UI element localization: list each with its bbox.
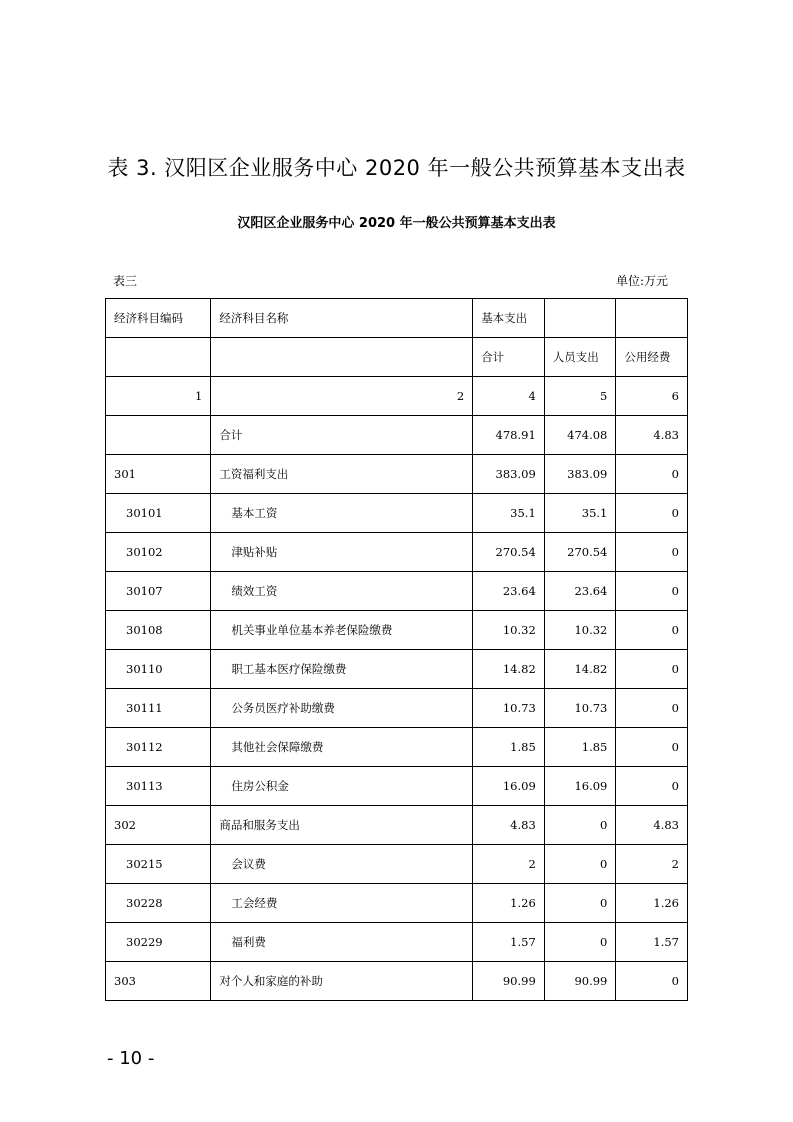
- row-public-cell: 0: [616, 533, 688, 572]
- row-code-cell: 30111: [106, 689, 211, 728]
- row-total-cell: 4.83: [473, 806, 545, 845]
- header-empty-cell: [211, 338, 473, 377]
- row-name-cell: 会议费: [211, 845, 473, 884]
- row-code-cell: 30215: [106, 845, 211, 884]
- row-code-cell: 30108: [106, 611, 211, 650]
- header-name: 经济科目名称: [211, 299, 473, 338]
- row-name-cell: 绩效工资: [211, 572, 473, 611]
- row-personnel-cell: 0: [544, 806, 616, 845]
- table-row: [106, 572, 688, 611]
- row-code-cell: 30102: [106, 533, 211, 572]
- row-code-cell: 30101: [106, 494, 211, 533]
- row-code-cell: 30107: [106, 572, 211, 611]
- row-total-cell: 383.09: [473, 455, 545, 494]
- row-code-cell: 30110: [106, 650, 211, 689]
- row-total-cell: 1.85: [473, 728, 545, 767]
- header-group: 基本支出: [473, 299, 545, 338]
- row-name-cell: 福利费: [211, 923, 473, 962]
- row-total-cell: 478.91: [473, 416, 545, 455]
- row-name-cell: 基本工资: [211, 494, 473, 533]
- row-personnel-cell: 90.99: [544, 962, 616, 1001]
- row-personnel-cell: 383.09: [544, 455, 616, 494]
- column-index-cell: 6: [616, 377, 688, 416]
- table-row: [106, 494, 688, 533]
- row-name-cell: 其他社会保障缴费: [211, 728, 473, 767]
- row-personnel-cell: 474.08: [544, 416, 616, 455]
- row-public-cell: 0: [616, 455, 688, 494]
- row-personnel-cell: 270.54: [544, 533, 616, 572]
- row-personnel-cell: 10.73: [544, 689, 616, 728]
- row-public-cell: 0: [616, 572, 688, 611]
- row-total-cell: 270.54: [473, 533, 545, 572]
- row-code-cell: 303: [106, 962, 211, 1001]
- header-total: 合计: [473, 338, 545, 377]
- table-row: [106, 533, 688, 572]
- table-row: [106, 455, 688, 494]
- row-total-cell: 2: [473, 845, 545, 884]
- row-personnel-cell: 0: [544, 845, 616, 884]
- row-public-cell: 2: [616, 845, 688, 884]
- table-row: [106, 845, 688, 884]
- row-public-cell: 1.57: [616, 923, 688, 962]
- row-code-cell: 301: [106, 455, 211, 494]
- row-code-cell: 302: [106, 806, 211, 845]
- row-total-cell: 16.09: [473, 767, 545, 806]
- column-index-row: [106, 377, 688, 416]
- page-title: 表 3. 汉阳区企业服务中心 2020 年一般公共预算基本支出表: [107, 156, 686, 180]
- table-label: 表三: [113, 274, 138, 288]
- column-index-cell: 2: [211, 377, 473, 416]
- row-name-cell: 工会经费: [211, 884, 473, 923]
- row-name-cell: 住房公积金: [211, 767, 473, 806]
- table-row: [106, 962, 688, 1001]
- row-name-cell: 机关事业单位基本养老保险缴费: [211, 611, 473, 650]
- budget-table: [105, 298, 688, 1001]
- row-name-cell: 津贴补贴: [211, 533, 473, 572]
- table-row: [106, 923, 688, 962]
- row-personnel-cell: 0: [544, 923, 616, 962]
- row-total-cell: 10.32: [473, 611, 545, 650]
- header-row-1: [106, 299, 688, 338]
- row-public-cell: 0: [616, 689, 688, 728]
- row-personnel-cell: 1.85: [544, 728, 616, 767]
- row-name-cell: 工资福利支出: [211, 455, 473, 494]
- row-code-cell: [106, 416, 211, 455]
- table-row: [106, 728, 688, 767]
- page-number: - 10 -: [107, 1048, 155, 1069]
- table-body: [106, 299, 688, 1001]
- row-code-cell: 30112: [106, 728, 211, 767]
- table-row: [106, 806, 688, 845]
- row-total-cell: 10.73: [473, 689, 545, 728]
- column-index-cell: 1: [106, 377, 211, 416]
- row-total-cell: 14.82: [473, 650, 545, 689]
- row-public-cell: 0: [616, 650, 688, 689]
- row-public-cell: 0: [616, 611, 688, 650]
- row-personnel-cell: 14.82: [544, 650, 616, 689]
- row-total-cell: 1.57: [473, 923, 545, 962]
- row-total-cell: 35.1: [473, 494, 545, 533]
- table-row: [106, 884, 688, 923]
- row-personnel-cell: 35.1: [544, 494, 616, 533]
- table-row: [106, 689, 688, 728]
- table-row: [106, 767, 688, 806]
- row-personnel-cell: 10.32: [544, 611, 616, 650]
- row-name-cell: 合计: [211, 416, 473, 455]
- row-name-cell: 商品和服务支出: [211, 806, 473, 845]
- row-public-cell: 0: [616, 962, 688, 1001]
- row-code-cell: 30228: [106, 884, 211, 923]
- row-total-cell: 23.64: [473, 572, 545, 611]
- row-public-cell: 0: [616, 494, 688, 533]
- row-name-cell: 对个人和家庭的补助: [211, 962, 473, 1001]
- table-row: [106, 650, 688, 689]
- header-personnel: 人员支出: [544, 338, 616, 377]
- header-row-2: [106, 338, 688, 377]
- table-row: [106, 611, 688, 650]
- row-public-cell: 4.83: [616, 806, 688, 845]
- row-personnel-cell: 16.09: [544, 767, 616, 806]
- row-public-cell: 4.83: [616, 416, 688, 455]
- row-name-cell: 公务员医疗补助缴费: [211, 689, 473, 728]
- row-public-cell: 0: [616, 767, 688, 806]
- column-index-cell: 4: [473, 377, 545, 416]
- row-public-cell: 1.26: [616, 884, 688, 923]
- column-index-cell: 5: [544, 377, 616, 416]
- row-name-cell: 职工基本医疗保险缴费: [211, 650, 473, 689]
- header-empty-cell: [616, 299, 688, 338]
- header-public: 公用经费: [616, 338, 688, 377]
- row-code-cell: 30113: [106, 767, 211, 806]
- table-row: [106, 416, 688, 455]
- row-total-cell: 1.26: [473, 884, 545, 923]
- row-personnel-cell: 0: [544, 884, 616, 923]
- row-code-cell: 30229: [106, 923, 211, 962]
- header-code: 经济科目编码: [106, 299, 211, 338]
- header-empty-cell: [106, 338, 211, 377]
- header-empty-cell: [544, 299, 616, 338]
- table-title: 汉阳区企业服务中心 2020 年一般公共预算基本支出表: [237, 216, 556, 231]
- row-personnel-cell: 23.64: [544, 572, 616, 611]
- row-total-cell: 90.99: [473, 962, 545, 1001]
- row-public-cell: 0: [616, 728, 688, 767]
- unit-label: 单位:万元: [615, 274, 668, 288]
